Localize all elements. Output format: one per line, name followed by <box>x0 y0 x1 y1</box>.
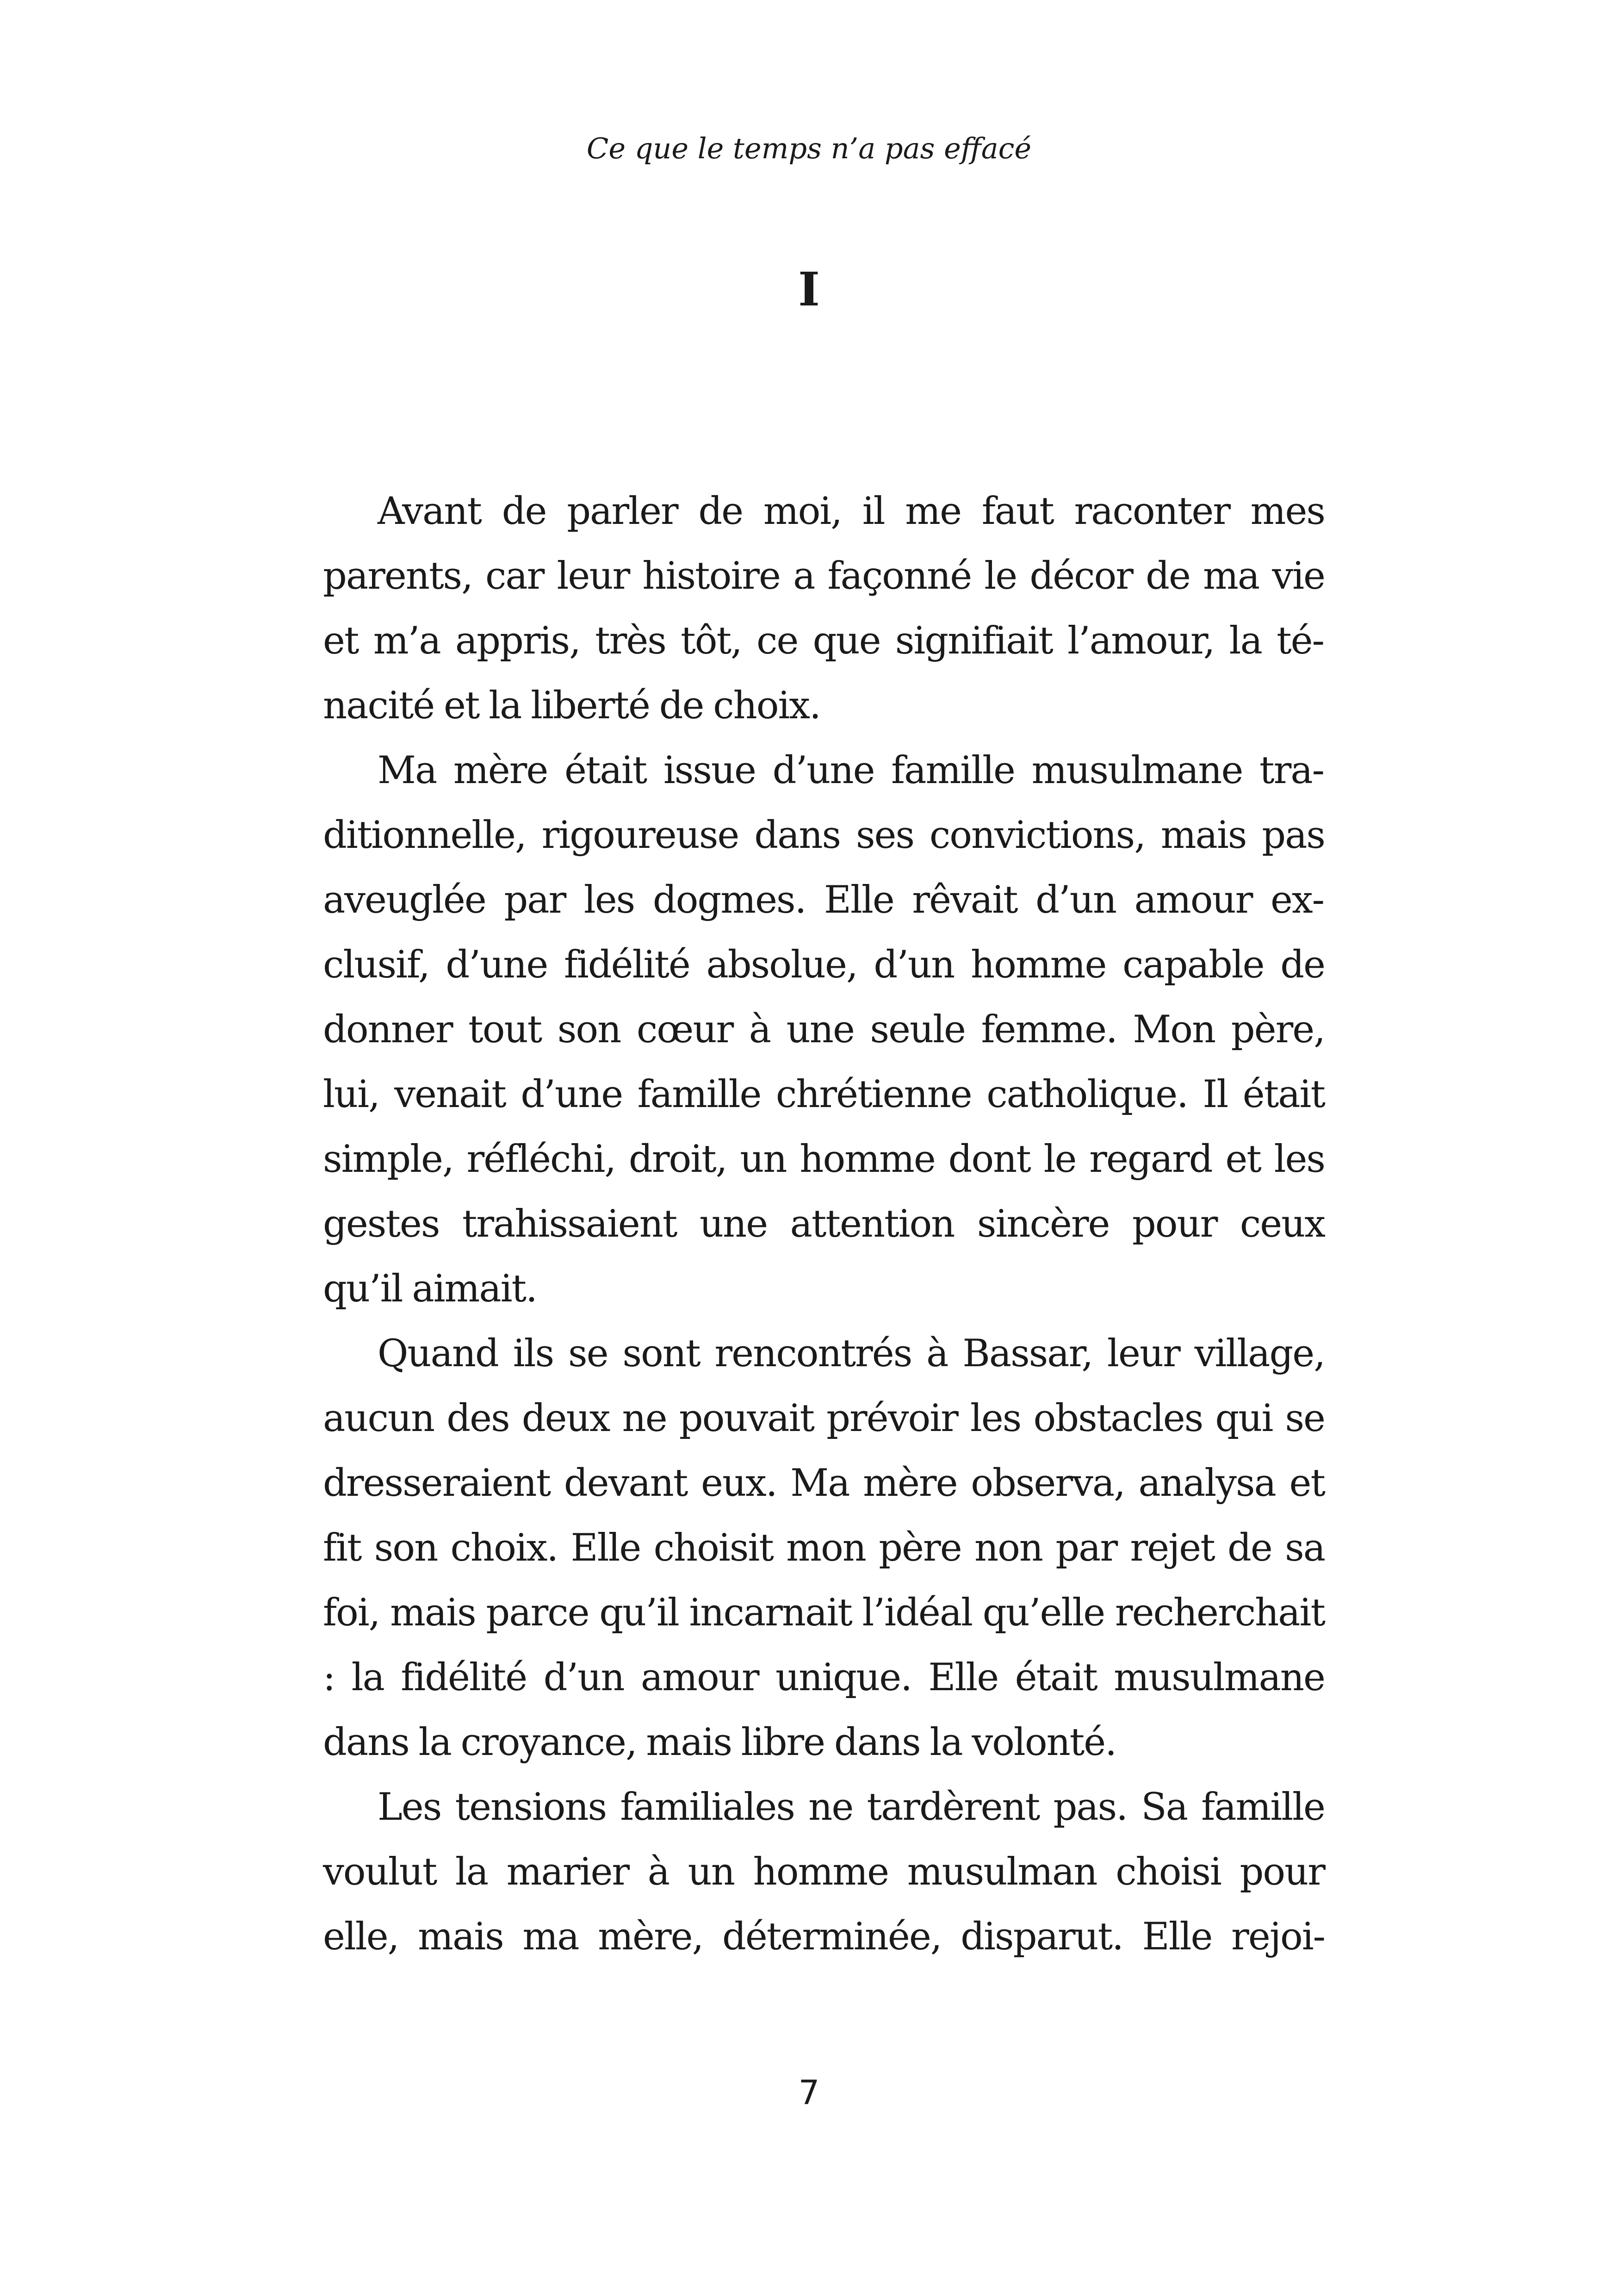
page-number: 7 <box>798 2073 820 2112</box>
chapter-number: I <box>798 262 820 317</box>
paragraph: Avant de parler de moi, il me faut raconter mes parents, car leur histoire a façonné le décor de ma vie et m’a appris, très tôt, ce que signifiait l’amour, la ténacité et la liberté de choix. <box>323 490 1325 728</box>
running-head: Ce que le temps n’a pas effacé <box>586 131 1032 165</box>
paragraph: Ma mère était issue d’une famille musulmane traditionnelle, rigoureuse dans ses convictions, mais pas aveuglée par les dogmes. Elle rêvait d’un amour exclusif, d’une fidélité absolue, d’un homme capable de donner tout son cœur à une seule femme. Mon père, lui, venait d’une famille chrétienne catholique. Il était simple, réfléchi, droit, un homme dont le regard et les gestes trahissaient une attention sincère pour ceux qu’il aimait. <box>323 749 1325 1311</box>
paragraph: Les tensions familiales ne tardèrent pas. Sa famille voulut la marier à un homme musulman choisi pour elle, mais ma mère, déterminée, disparut. Elle rejoi- <box>323 1786 1325 1959</box>
paragraph: Quand ils se sont rencontrés à Bassar, leur village, aucun des deux ne pouvait prévoir les obstacles qui se dresseraient devant eux. Ma mère observa, analysa et fit son choix. Elle choisit mon père non par rejet de sa foi, mais parce qu’il incarnait l’idéal qu’elle recherchait : la fidélité d’un amour unique. Elle était musulmane dans la croyance, mais libre dans la volonté. <box>323 1332 1325 1764</box>
body-text <box>323 479 1325 1969</box>
